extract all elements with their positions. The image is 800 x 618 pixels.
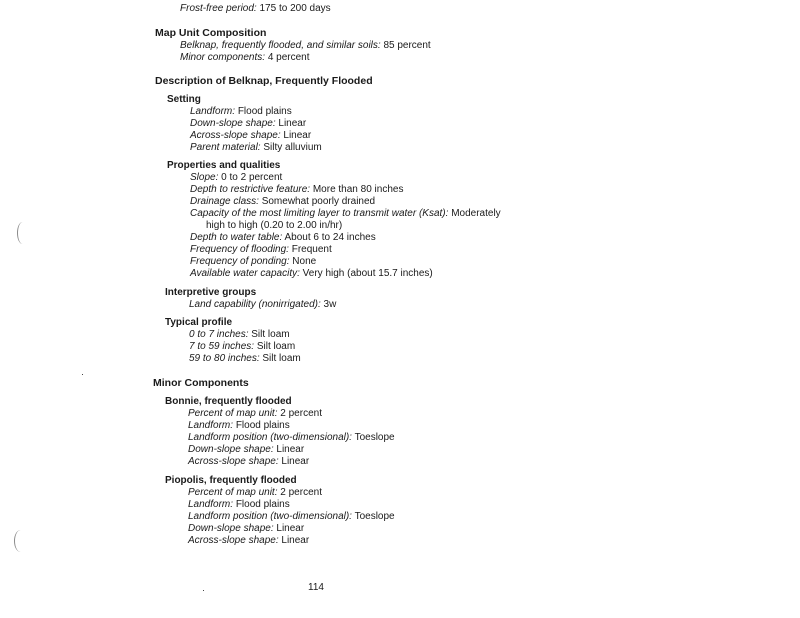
item-label: Across-slope shape:: [190, 130, 281, 141]
bonnie-item: [188, 408, 322, 420]
item-value: 85 percent: [383, 40, 431, 51]
item-value: Linear: [276, 444, 305, 455]
bonnie-item: [188, 420, 290, 432]
map-unit-item: [180, 52, 310, 64]
item-label: Down-slope shape:: [190, 118, 276, 129]
item-label: Landform:: [190, 106, 236, 117]
item-label: Down-slope shape:: [188, 523, 274, 534]
item-label: Frequency of ponding:: [190, 256, 290, 267]
profile-heading: Typical profile: [165, 317, 233, 328]
setting-item: [190, 106, 292, 118]
item-value: Linear: [276, 523, 305, 534]
scan-mark: [17, 222, 28, 244]
description-heading: Description of Belknap, Frequently Flooded: [155, 75, 373, 87]
item-value: Somewhat poorly drained: [261, 196, 376, 207]
bonnie-item: [188, 432, 395, 444]
item-label: 0 to 7 inches:: [189, 329, 249, 340]
properties-item: [190, 196, 375, 208]
item-value: About 6 to 24 inches: [284, 232, 376, 243]
frost-free-label: Frost-free period:: [180, 3, 257, 14]
item-value: Toeslope: [354, 432, 395, 443]
piopolis-item: [188, 535, 309, 547]
item-label: 59 to 80 inches:: [189, 353, 260, 364]
item-label: Frequency of flooding:: [190, 244, 289, 255]
profile-item: [189, 353, 301, 365]
properties-item: [190, 208, 501, 220]
setting-item: [190, 142, 322, 154]
bonnie-heading: Bonnie, frequently flooded: [165, 396, 292, 407]
frost-free-value: 175 to 200 days: [259, 3, 331, 14]
item-value: 2 percent: [280, 408, 322, 419]
scan-speck: [203, 590, 204, 591]
frost-free-line: [180, 3, 331, 15]
properties-item: [190, 232, 376, 244]
scan-mark: [14, 530, 27, 552]
item-label: Slope:: [190, 172, 219, 183]
profile-item: [189, 341, 295, 353]
item-value: 2 percent: [280, 487, 322, 498]
item-value: high to high (0.20 to 2.00 in/hr): [206, 220, 343, 231]
properties-item: [190, 256, 316, 268]
item-value: Very high (about 15.7 inches): [302, 268, 433, 279]
page-number: 114: [308, 582, 324, 593]
map-unit-item: [180, 40, 431, 52]
item-value: Moderately: [451, 208, 501, 219]
item-value: 3w: [323, 299, 337, 310]
item-label: Across-slope shape:: [188, 456, 279, 467]
setting-item: [190, 118, 306, 130]
item-value: Silt loam: [262, 353, 301, 364]
item-value: Flood plains: [235, 420, 290, 431]
item-label: Across-slope shape:: [188, 535, 279, 546]
item-label: Landform:: [188, 499, 234, 510]
item-value: Silt loam: [251, 329, 290, 340]
properties-item-continuation: [206, 220, 342, 232]
item-value: Frequent: [291, 244, 332, 255]
interpretive-item: [189, 299, 336, 311]
properties-item: [190, 172, 282, 184]
properties-item: [190, 268, 433, 280]
item-label: Capacity of the most limiting layer to transmit water (Ksat):: [190, 208, 449, 219]
item-label: Depth to water table:: [190, 232, 283, 243]
item-value: Toeslope: [354, 511, 395, 522]
item-value: None: [292, 256, 317, 267]
map-unit-heading: Map Unit Composition: [155, 27, 267, 39]
item-label: Percent of map unit:: [188, 487, 278, 498]
item-value: More than 80 inches: [312, 184, 404, 195]
item-label: Land capability (nonirrigated):: [189, 299, 321, 310]
piopolis-item: [188, 511, 395, 523]
properties-item: [190, 244, 332, 256]
scan-speck: [82, 374, 83, 375]
item-label: Parent material:: [190, 142, 261, 153]
properties-item: [190, 184, 403, 196]
item-label: 7 to 59 inches:: [189, 341, 255, 352]
item-label: Landform position (two-dimensional):: [188, 432, 352, 443]
item-value: Linear: [278, 118, 307, 129]
item-label: Belknap, frequently flooded, and similar soils:: [180, 40, 381, 51]
piopolis-item: [188, 523, 304, 535]
item-label: Landform position (two-dimensional):: [188, 511, 352, 522]
item-value: Linear: [283, 130, 312, 141]
item-label: Percent of map unit:: [188, 408, 278, 419]
item-label: Landform:: [188, 420, 234, 431]
setting-item: [190, 130, 311, 142]
item-value: Linear: [281, 535, 310, 546]
piopolis-heading: Piopolis, frequently flooded: [165, 475, 297, 486]
item-label: Drainage class:: [190, 196, 259, 207]
item-label: Available water capacity:: [190, 268, 300, 279]
minor-components-heading: Minor Components: [153, 377, 249, 389]
item-label: Minor components:: [180, 52, 266, 63]
item-label: Depth to restrictive feature:: [190, 184, 311, 195]
setting-heading: Setting: [167, 94, 201, 105]
item-value: 4 percent: [267, 52, 310, 63]
item-value: Flood plains: [235, 499, 290, 510]
profile-item: [189, 329, 290, 341]
properties-heading: Properties and qualities: [167, 160, 281, 171]
interpretive-heading: Interpretive groups: [165, 287, 257, 298]
item-value: Silt loam: [256, 341, 296, 352]
item-value: Flood plains: [237, 106, 292, 117]
item-value: 0 to 2 percent: [221, 172, 283, 183]
item-label: Down-slope shape:: [188, 444, 274, 455]
piopolis-item: [188, 499, 290, 511]
piopolis-item: [188, 487, 322, 499]
item-value: Silty alluvium: [263, 142, 322, 153]
bonnie-item: [188, 444, 304, 456]
bonnie-item: [188, 456, 309, 468]
item-value: Linear: [281, 456, 310, 467]
